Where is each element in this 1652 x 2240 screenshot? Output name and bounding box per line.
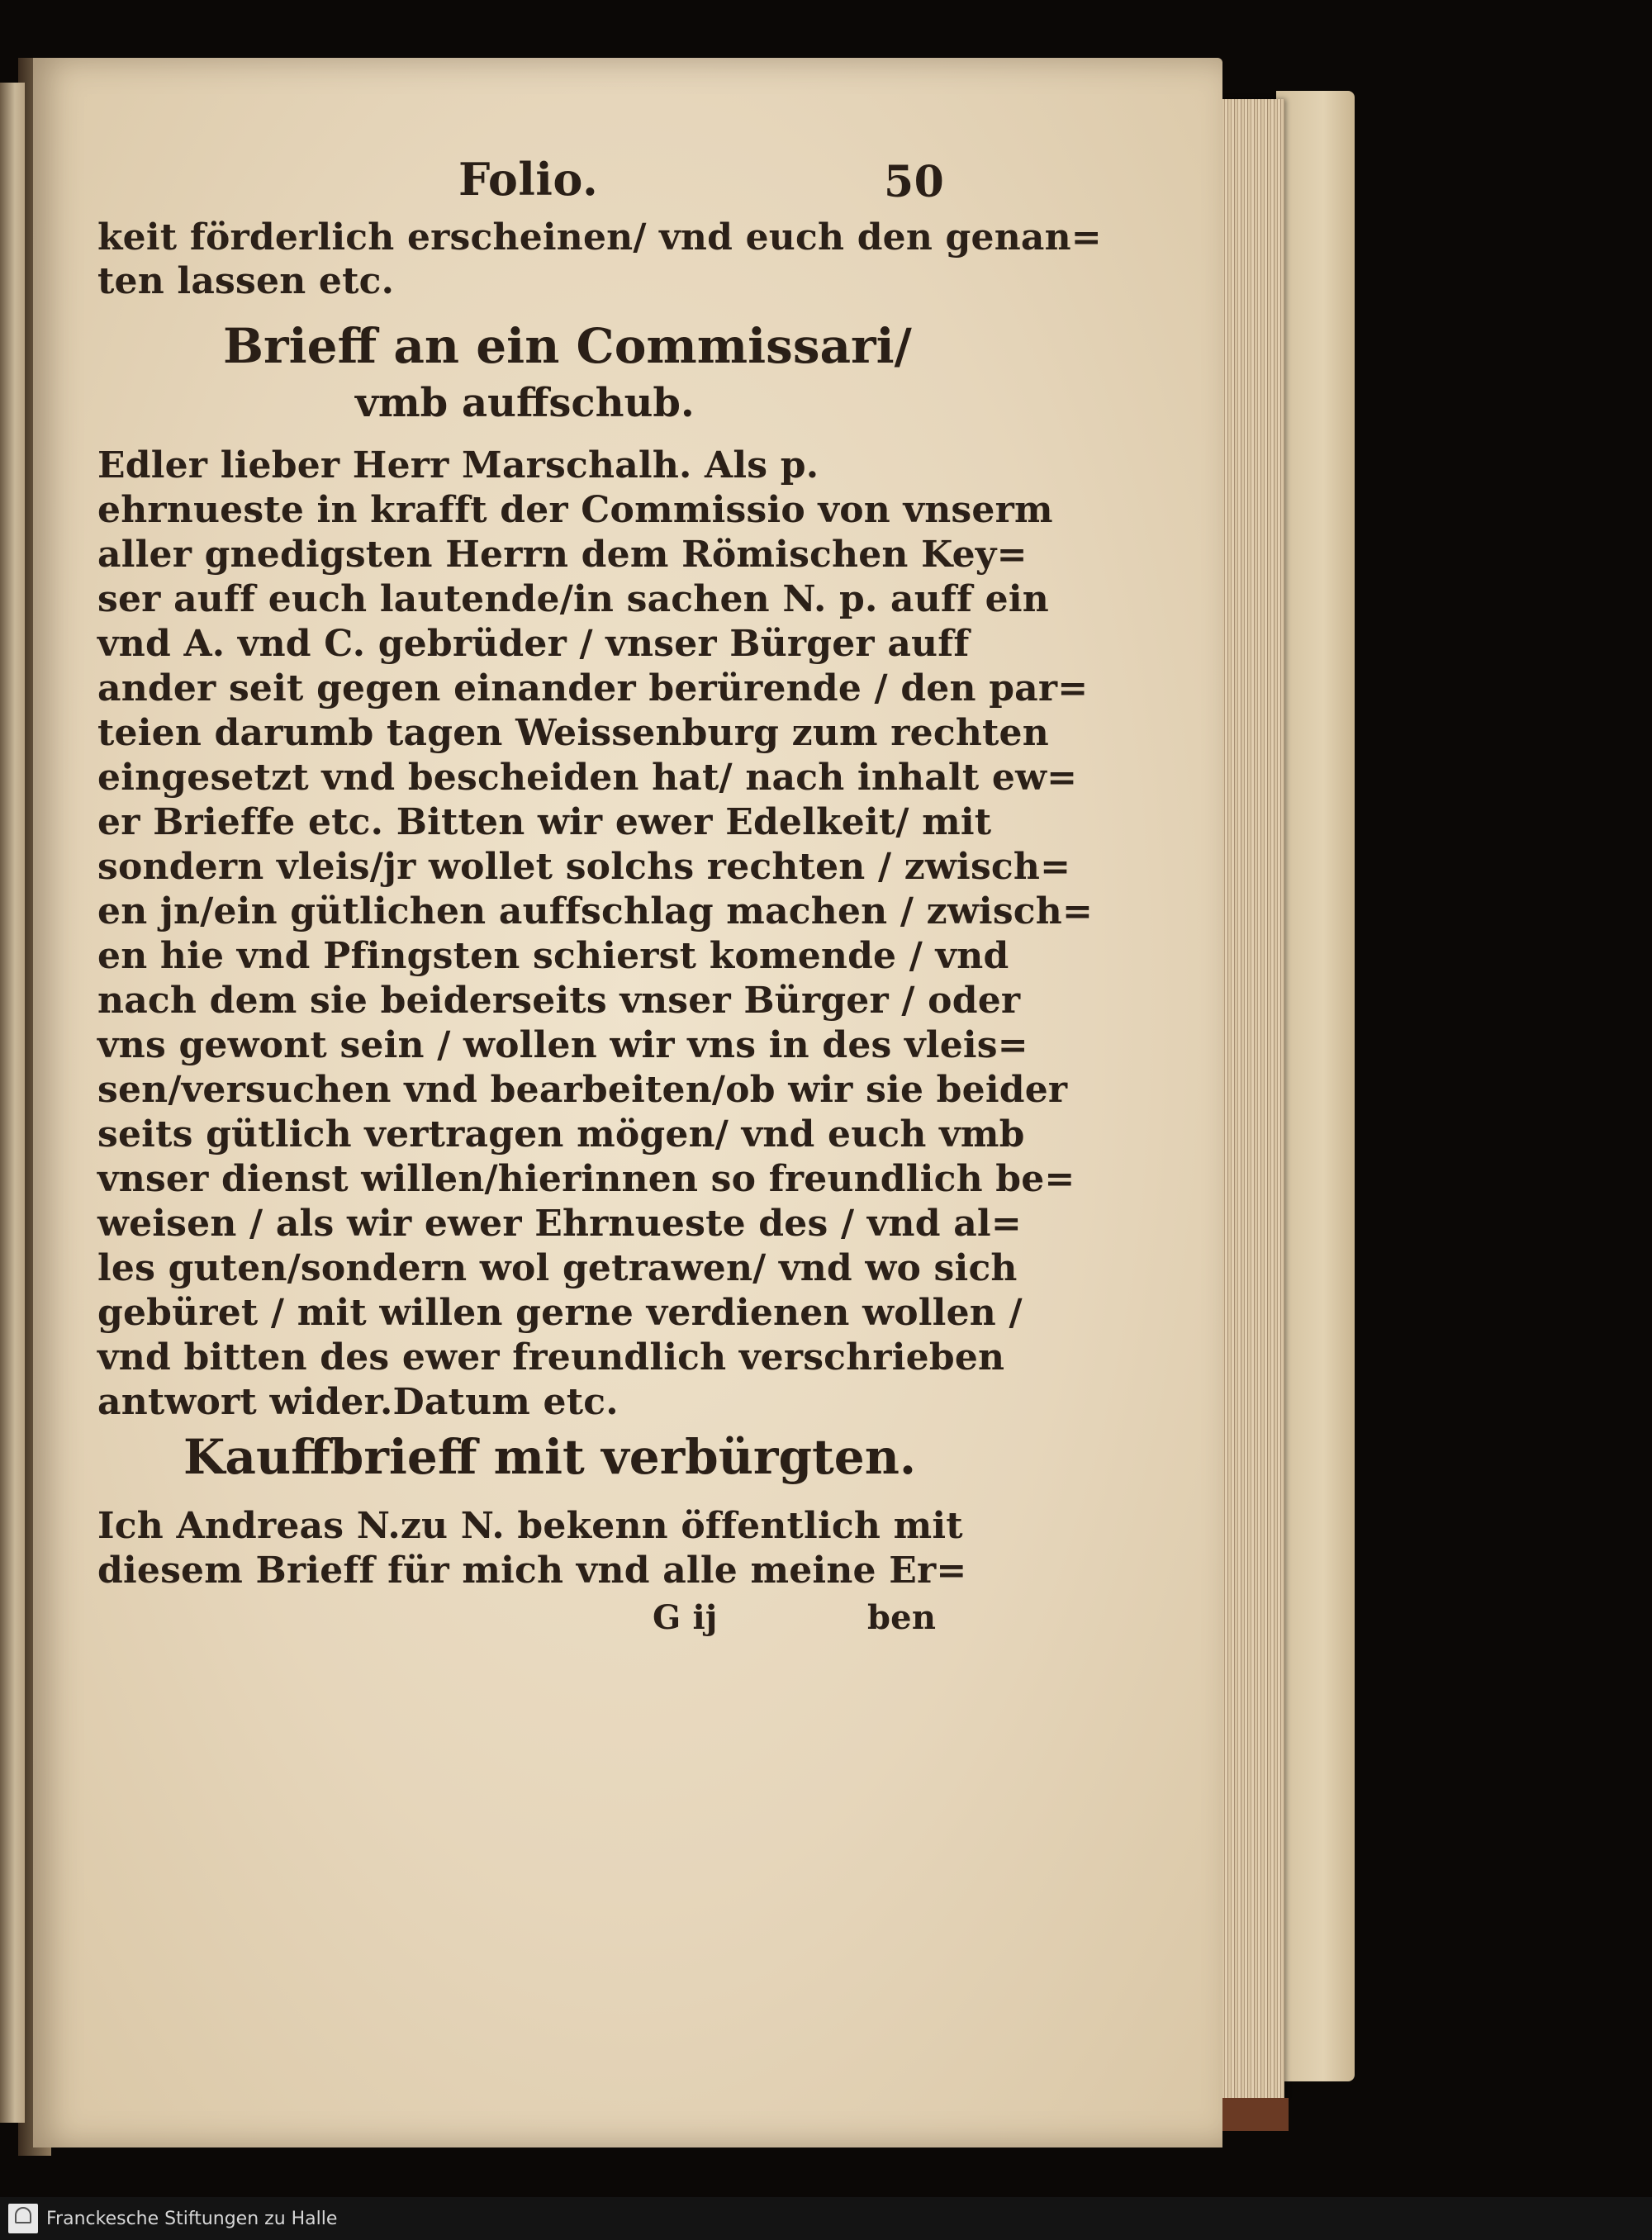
text-line: vnser dienst willen/hierinnen so freundlich be= bbox=[97, 1158, 1075, 1200]
text-line: diesem Brieff für mich vnd alle meine Er= bbox=[97, 1549, 967, 1592]
text-line: teien darumb tagen Weissenburg zum rechten bbox=[97, 712, 1049, 754]
section-heading: Brieff an ein Commissari/ bbox=[223, 318, 912, 374]
text-line: weisen / als wir ewer Ehrnueste des / vnd al= bbox=[97, 1203, 1022, 1245]
text-line: en jn/ein gütlichen auffschlag machen / zwisch= bbox=[97, 890, 1094, 933]
text-line: ehrnueste in krafft der Commissio von vnserm bbox=[97, 489, 1053, 531]
text-line: sondern vleis/jr wollet solchs rechten / zwisch= bbox=[97, 846, 1071, 888]
text-line: vnd A. vnd C. gebrüder / vnser Bürger auff bbox=[97, 623, 970, 665]
text-line: en hie vnd Pfingsten schierst komende / vnd bbox=[97, 935, 1009, 977]
cover-corner bbox=[1214, 2098, 1289, 2131]
text-line: ten lassen etc. bbox=[97, 260, 395, 302]
text-line: nach dem sie beiderseits vnser Bürger / oder bbox=[97, 980, 1021, 1022]
signature-mark: G ij bbox=[653, 1598, 718, 1637]
text-line: vns gewont sein / wollen wir vns in des vleis= bbox=[97, 1024, 1028, 1066]
text-line: Ich Andreas N.zu N. bekenn öffentlich mit bbox=[97, 1505, 963, 1547]
text-line: Edler lieber Herr Marschalh. Als p. bbox=[97, 444, 819, 486]
catchword: ben bbox=[867, 1598, 937, 1637]
institution-name: Franckesche Stiftungen zu Halle bbox=[46, 2209, 338, 2229]
left-page-edge bbox=[0, 83, 25, 2123]
text-line: les guten/sondern wol getrawen/ vnd wo sich bbox=[97, 1247, 1018, 1289]
footer-bar bbox=[0, 2197, 1652, 2240]
text-line: seits gütlich vertragen mögen/ vnd euch vmb bbox=[97, 1113, 1025, 1156]
back-cover bbox=[1276, 91, 1355, 2081]
text-line: vnd bitten des ewer freundlich verschrieben bbox=[97, 1336, 1005, 1379]
section-heading: Kauffbrieff mit verbürgten. bbox=[183, 1429, 917, 1485]
text-line: ser auff euch lautende/in sachen N. p. auff ein bbox=[97, 578, 1049, 620]
institution-logo-icon bbox=[8, 2204, 38, 2233]
folio-label: Folio. bbox=[458, 153, 599, 206]
section-subheading: vmb auffschub. bbox=[355, 380, 695, 426]
text-line: er Brieffe etc. Bitten wir ewer Edelkeit/ mit bbox=[97, 801, 992, 843]
text-line: keit förderlich erscheinen/ vnd euch den genan= bbox=[97, 216, 1102, 259]
text-line: sen/versuchen vnd bearbeiten/ob wir sie beider bbox=[97, 1069, 1068, 1111]
text-line: ander seit gegen einander berürende / den par= bbox=[97, 667, 1089, 709]
text-line: gebüret / mit willen gerne verdienen wollen / bbox=[97, 1292, 1023, 1334]
text-line: antwort wider.Datum etc. bbox=[97, 1381, 619, 1423]
text-line: aller gnedigsten Herrn dem Römischen Key= bbox=[97, 534, 1028, 576]
page-number: 50 bbox=[884, 157, 945, 207]
text-line: eingesetzt vnd bescheiden hat/ nach inhalt ew= bbox=[97, 757, 1078, 799]
